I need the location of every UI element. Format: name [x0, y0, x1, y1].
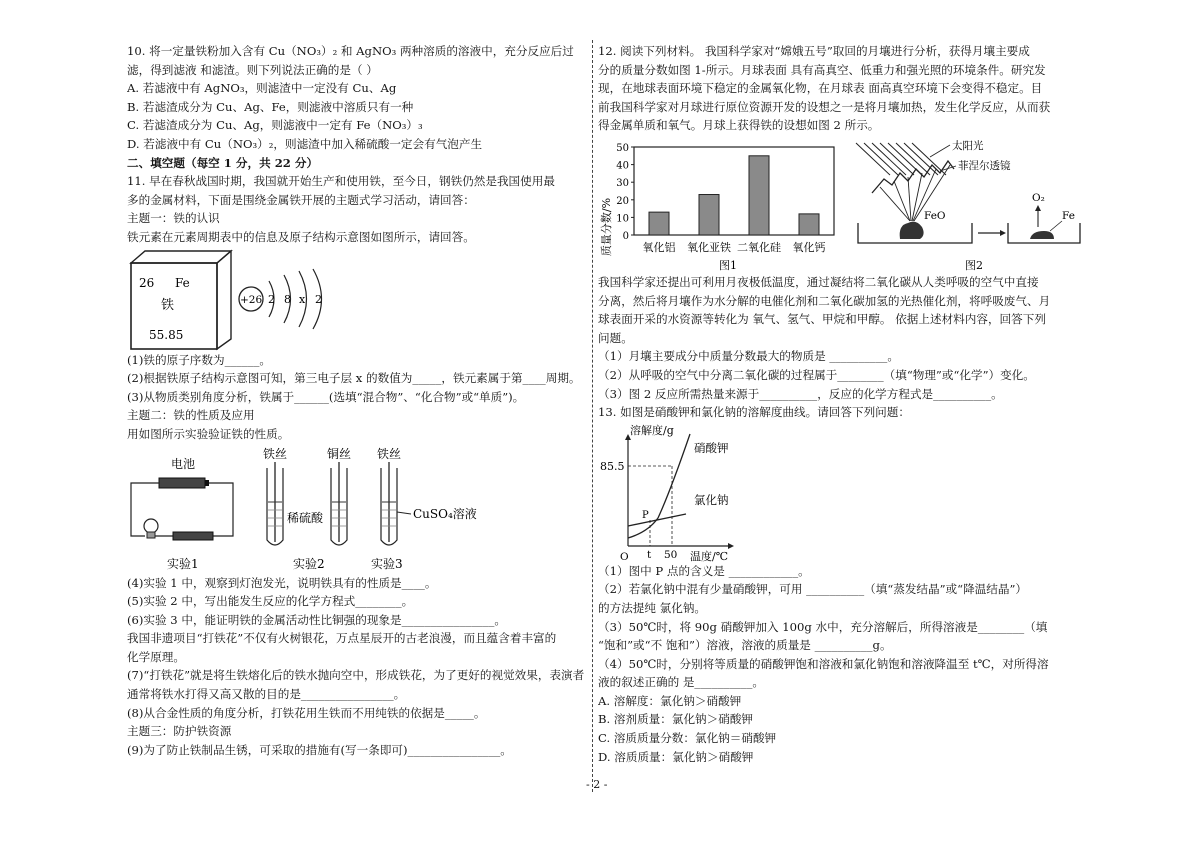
q12-subquestion: （2）从呼吸的空气中分离二氧化碳的过程属于________（填“物理”或“化学”）变化。 [598, 367, 1035, 382]
chart-category-label: 氧化铝 [642, 240, 676, 254]
q12-figures [598, 135, 1098, 273]
question-11 [127, 172, 591, 759]
q13-subquestion: （2）若氯化钠中混有少量硝酸钾，可用 __________（填“蒸发结晶”或“降温结晶”） [598, 582, 1027, 597]
q11-line: 化学原理。 [127, 649, 185, 664]
chart-bar [749, 156, 769, 235]
q10-option-d: D. 若滤液中有 Cu（NO₃）₂，则滤渣中加入稀硫酸一定会有气泡产生 [127, 136, 483, 151]
temperature-x-label: 温度/℃ [690, 549, 729, 562]
y-tick-label: 40 [616, 160, 629, 172]
experiment-2-tube [263, 446, 287, 545]
chart-category-label: 氧化亚铁 [687, 240, 731, 254]
experiment-3-label: 实验3 [371, 556, 403, 571]
fresnel-lens [872, 161, 954, 193]
shell-electrons: 8 [284, 292, 291, 306]
shell-electrons: x [299, 292, 306, 306]
q11-theme: 主题一：铁的认识 [127, 211, 220, 226]
element-name: 铁 [161, 297, 175, 313]
q11-subquestion: (3)从物质类别角度分析，铁属于______(选填“混合物”、“化合物”或“单质”)。 [127, 389, 525, 404]
q10-option-c: C. 若滤渣成分为 Cu、Ag，则滤液中一定有 Fe（NO₃）₃ [127, 118, 423, 133]
q10-option-a: A. 若滤液中有 AgNO₃，则滤渣中一定没有 Cu、Ag [127, 81, 397, 96]
q11-subquestion: (7)“打铁花”就是将生铁熔化后的铁水抛向空中，形成铁花，为了更好的视觉效果，表演者 [127, 668, 585, 683]
cuso4-label: CuSO₄溶液 [413, 506, 477, 521]
experiments-svg [127, 444, 591, 574]
question-10 [127, 42, 591, 154]
q13-option-d: D. 溶质质量：氯化钠＞硝酸钾 [598, 749, 754, 764]
q11-subquestion: (4)实验 1 中，观察到灯泡发光，说明铁具有的性质是____。 [127, 575, 437, 590]
q10-line: 10. 将一定量铁粉加入含有 Cu（NO₃）₂ 和 AgNO₃ 两种溶质的溶液中，充分反应后过 [127, 44, 574, 58]
q12-line: 我国科学家还提出可利用月夜极低温度，通过凝结将二氧化碳从人类呼吸的空气中直接 [598, 274, 1039, 289]
q13-subquestion: （3）50℃时，将 90g 硝酸钾加入 100g 水中，充分溶解后，所得溶液是________（填 [598, 619, 1048, 634]
lens-label: 菲涅尔透镜 [958, 159, 1011, 172]
chart-bar [699, 194, 719, 234]
experiment-1-label: 实验1 [167, 556, 199, 571]
y-tick-label: 10 [616, 213, 629, 225]
q13-intro: 13. 如图是硝酸钾和氯化钠的溶解度曲线。请回答下列问题： [598, 405, 910, 420]
experiment-2-label: 实验2 [293, 556, 325, 571]
iron-wire [173, 532, 213, 540]
page-number: - 2 - [586, 778, 608, 791]
q13-option-b: B. 溶剂质量：氯化钠＞硝酸钾 [598, 712, 754, 727]
wire-label: 铜丝 [327, 446, 352, 461]
t-tick-label: t [647, 548, 652, 561]
q11-line: 用如图所示实验验证铁的性质。 [127, 426, 290, 441]
shell-electrons: 2 [268, 292, 275, 306]
point-p-label: P [642, 509, 649, 521]
nucleus-charge: +26 [240, 293, 263, 306]
q11-line: 多的金属材料，下面是围绕金属铁开展的主题式学习活动，请回答： [127, 192, 475, 207]
lunar-soil-bar-chart [598, 135, 848, 273]
chart-category-label: 二氧化硅 [737, 240, 781, 254]
fe-label: Fe [1062, 209, 1075, 222]
battery [159, 478, 205, 488]
battery-label: 电池 [171, 456, 196, 471]
q11-theme: 主题二：铁的性质及应用 [127, 408, 255, 423]
chart-bar [799, 214, 819, 235]
chart-y-axis-label: 质量分数/% [600, 197, 613, 257]
nacl-label: 氯化钠 [694, 492, 729, 507]
right-column [598, 42, 1098, 766]
q11-subquestion: (5)实验 2 中，写出能发生反应的化学方程式________。 [127, 594, 414, 609]
fe-product [1030, 231, 1054, 239]
chart-caption: 图1 [719, 258, 737, 272]
q11-line: 我国非遗项目“打铁花”不仅有火树银花，万点星辰开的古老浪漫，而且蕴含着丰富的 [127, 631, 557, 646]
q11-subquestion: (6)实验 3 中，能证明铁的金属活动性比铜强的现象是________________。 [127, 612, 506, 627]
experiment-1-circuit [131, 456, 233, 571]
feo-label: FeO [924, 209, 946, 222]
experiment-3-tube [371, 446, 477, 571]
left-column [127, 42, 591, 759]
atomic-mass: 55.85 [149, 327, 184, 342]
y-value-label: 85.5 [600, 459, 625, 473]
question-13 [598, 403, 1098, 766]
chart-category-label: 氧化钙 [792, 240, 826, 254]
atomic-number: 26 [139, 275, 155, 290]
q12-line: 球表面开采的水资源等转化为 氧气、氢气、甲烷和甲醇。 依据上述材料内容，回答下列 [598, 312, 1046, 327]
q13-line: 的方法提纯 氯化钠。 [598, 600, 707, 615]
wire-label: 铁丝 [377, 446, 402, 461]
y-tick-label: 20 [616, 195, 629, 207]
q11-line: 11. 早在春秋战国时期，我国就开始生产和使用铁，至今日，钢铁仍然是我国使用最 [127, 174, 555, 189]
q13-subquestion: （4）50℃时，分别将等质量的硝酸钾饱和溶液和氯化钠饱和溶液降温至 t℃，对所得溶 [598, 656, 1049, 671]
q12-subquestion: （3）图 2 反应所需热量来源于__________，反应的化学方程式是__________。 [598, 386, 1003, 401]
y-tick-label: 50 [616, 142, 629, 154]
q12-line: 前我国科学家对月球进行原位资源开发的设想之一是将月壤加热，发生化学反应，从而获 [598, 99, 1051, 114]
chart-bar [649, 212, 669, 235]
q11-subquestion: (2)根据铁原子结构示意图可知，第三电子层 x 的数值为_____，铁元素属于第____周期。 [127, 371, 581, 386]
q12-line: 得金属单质和氧气。月球上获得铁的设想如图 2 所示。 [598, 118, 880, 133]
sunlight-rays [856, 143, 946, 175]
atom-structure-diagram [239, 269, 322, 329]
acid-label: 稀硫酸 [287, 510, 324, 525]
q13-subquestion: （1）图中 P 点的含义是 ____________。 [598, 563, 810, 578]
q11-subquestion: (8)从合金性质的角度分析，打铁花用生铁而不用纯铁的依据是_____。 [127, 705, 486, 720]
solubility-curve-figure [598, 422, 1098, 562]
wire-label: 铁丝 [263, 446, 288, 461]
solubility-y-label: 溶解度/g [630, 423, 674, 437]
q13-option-c: C. 溶质质量分数：氯化钠＝硝酸钾 [598, 731, 777, 746]
experiment-2b-tube [287, 446, 351, 571]
iron-extraction-diagram [854, 135, 1084, 273]
section-heading: 二、填空题（每空 1 分，共 22 分） [127, 155, 319, 170]
kno3-label: 硝酸钾 [694, 440, 729, 455]
q12-line: 12. 阅读下列材料。 我国科学家对“嫦娥五号”取回的月壤进行分析，获得月壤主要成 [598, 44, 1030, 58]
q11-line: 铁元素在元素周期表中的信息及原子结构示意图如图所示，请回答。 [127, 229, 475, 244]
q10-line: 滤，得到滤液 和滤渣。则下列说法正确的是（ ） [127, 62, 378, 77]
q12-line: 现，在地球表面环境下稳定的金属氧化物，在月球表 面高真空环境下会变得不稳定。目 [598, 81, 1043, 96]
element-symbol: Fe [175, 275, 190, 290]
column-divider [592, 40, 593, 792]
q12-line: 问题。 [598, 330, 633, 345]
q11-line: 通常将铁水打得又高又散的目的是________________。 [127, 687, 406, 702]
bulb [144, 519, 158, 533]
o2-label: O₂ [1032, 191, 1045, 204]
iron-experiments-figure [127, 444, 591, 574]
q11-theme: 主题三：防护铁资源 [127, 724, 232, 739]
figure-2-caption: 图2 [965, 258, 983, 272]
q12-subquestion: （1）月壤主要成分中质量分数最大的物质是 __________。 [598, 349, 899, 364]
q10-option-b: B. 若滤渣成分为 Cu、Ag、Fe，则滤液中溶质只有一种 [127, 99, 414, 114]
sunlight-label: 太阳光 [952, 139, 984, 152]
q11-subquestion: (9)为了防止铁制品生锈，可采取的措施有(写一条即可)________________。 [127, 742, 512, 757]
origin-label: O [620, 550, 629, 562]
y-tick-label: 30 [616, 178, 629, 190]
element-figure-svg [127, 247, 591, 351]
q11-subquestion: (1)铁的原子序数为______。 [127, 352, 271, 367]
question-12 [598, 42, 1098, 403]
iron-element-figure [127, 247, 591, 351]
q13-line: 液的叙述正确的 是__________。 [598, 675, 764, 690]
element-cell-card [131, 251, 231, 349]
q12-line: 分离，然后将月壤作为水分解的电催化剂和二氧化碳加氢的光热催化剂，将呼吸废气、月 [598, 293, 1051, 308]
q13-option-a: A. 溶解度：氯化钠＞硝酸钾 [598, 693, 742, 708]
feo-pile [900, 222, 924, 239]
q13-line: “饱和”或“不 饱和”）溶液，溶液的质量是 __________g。 [598, 638, 892, 653]
nacl-curve [628, 514, 686, 526]
y-tick-label: 0 [622, 230, 629, 242]
x50-tick-label: 50 [664, 548, 678, 561]
kno3-curve [628, 434, 690, 538]
solubility-curve-svg [598, 422, 798, 562]
shell-electrons: 2 [315, 292, 322, 306]
q12-line: 分的质量分数如图 1-所示。月球表面 具有高真空、低重力和强光照的环境条件。研究发 [598, 62, 1046, 77]
